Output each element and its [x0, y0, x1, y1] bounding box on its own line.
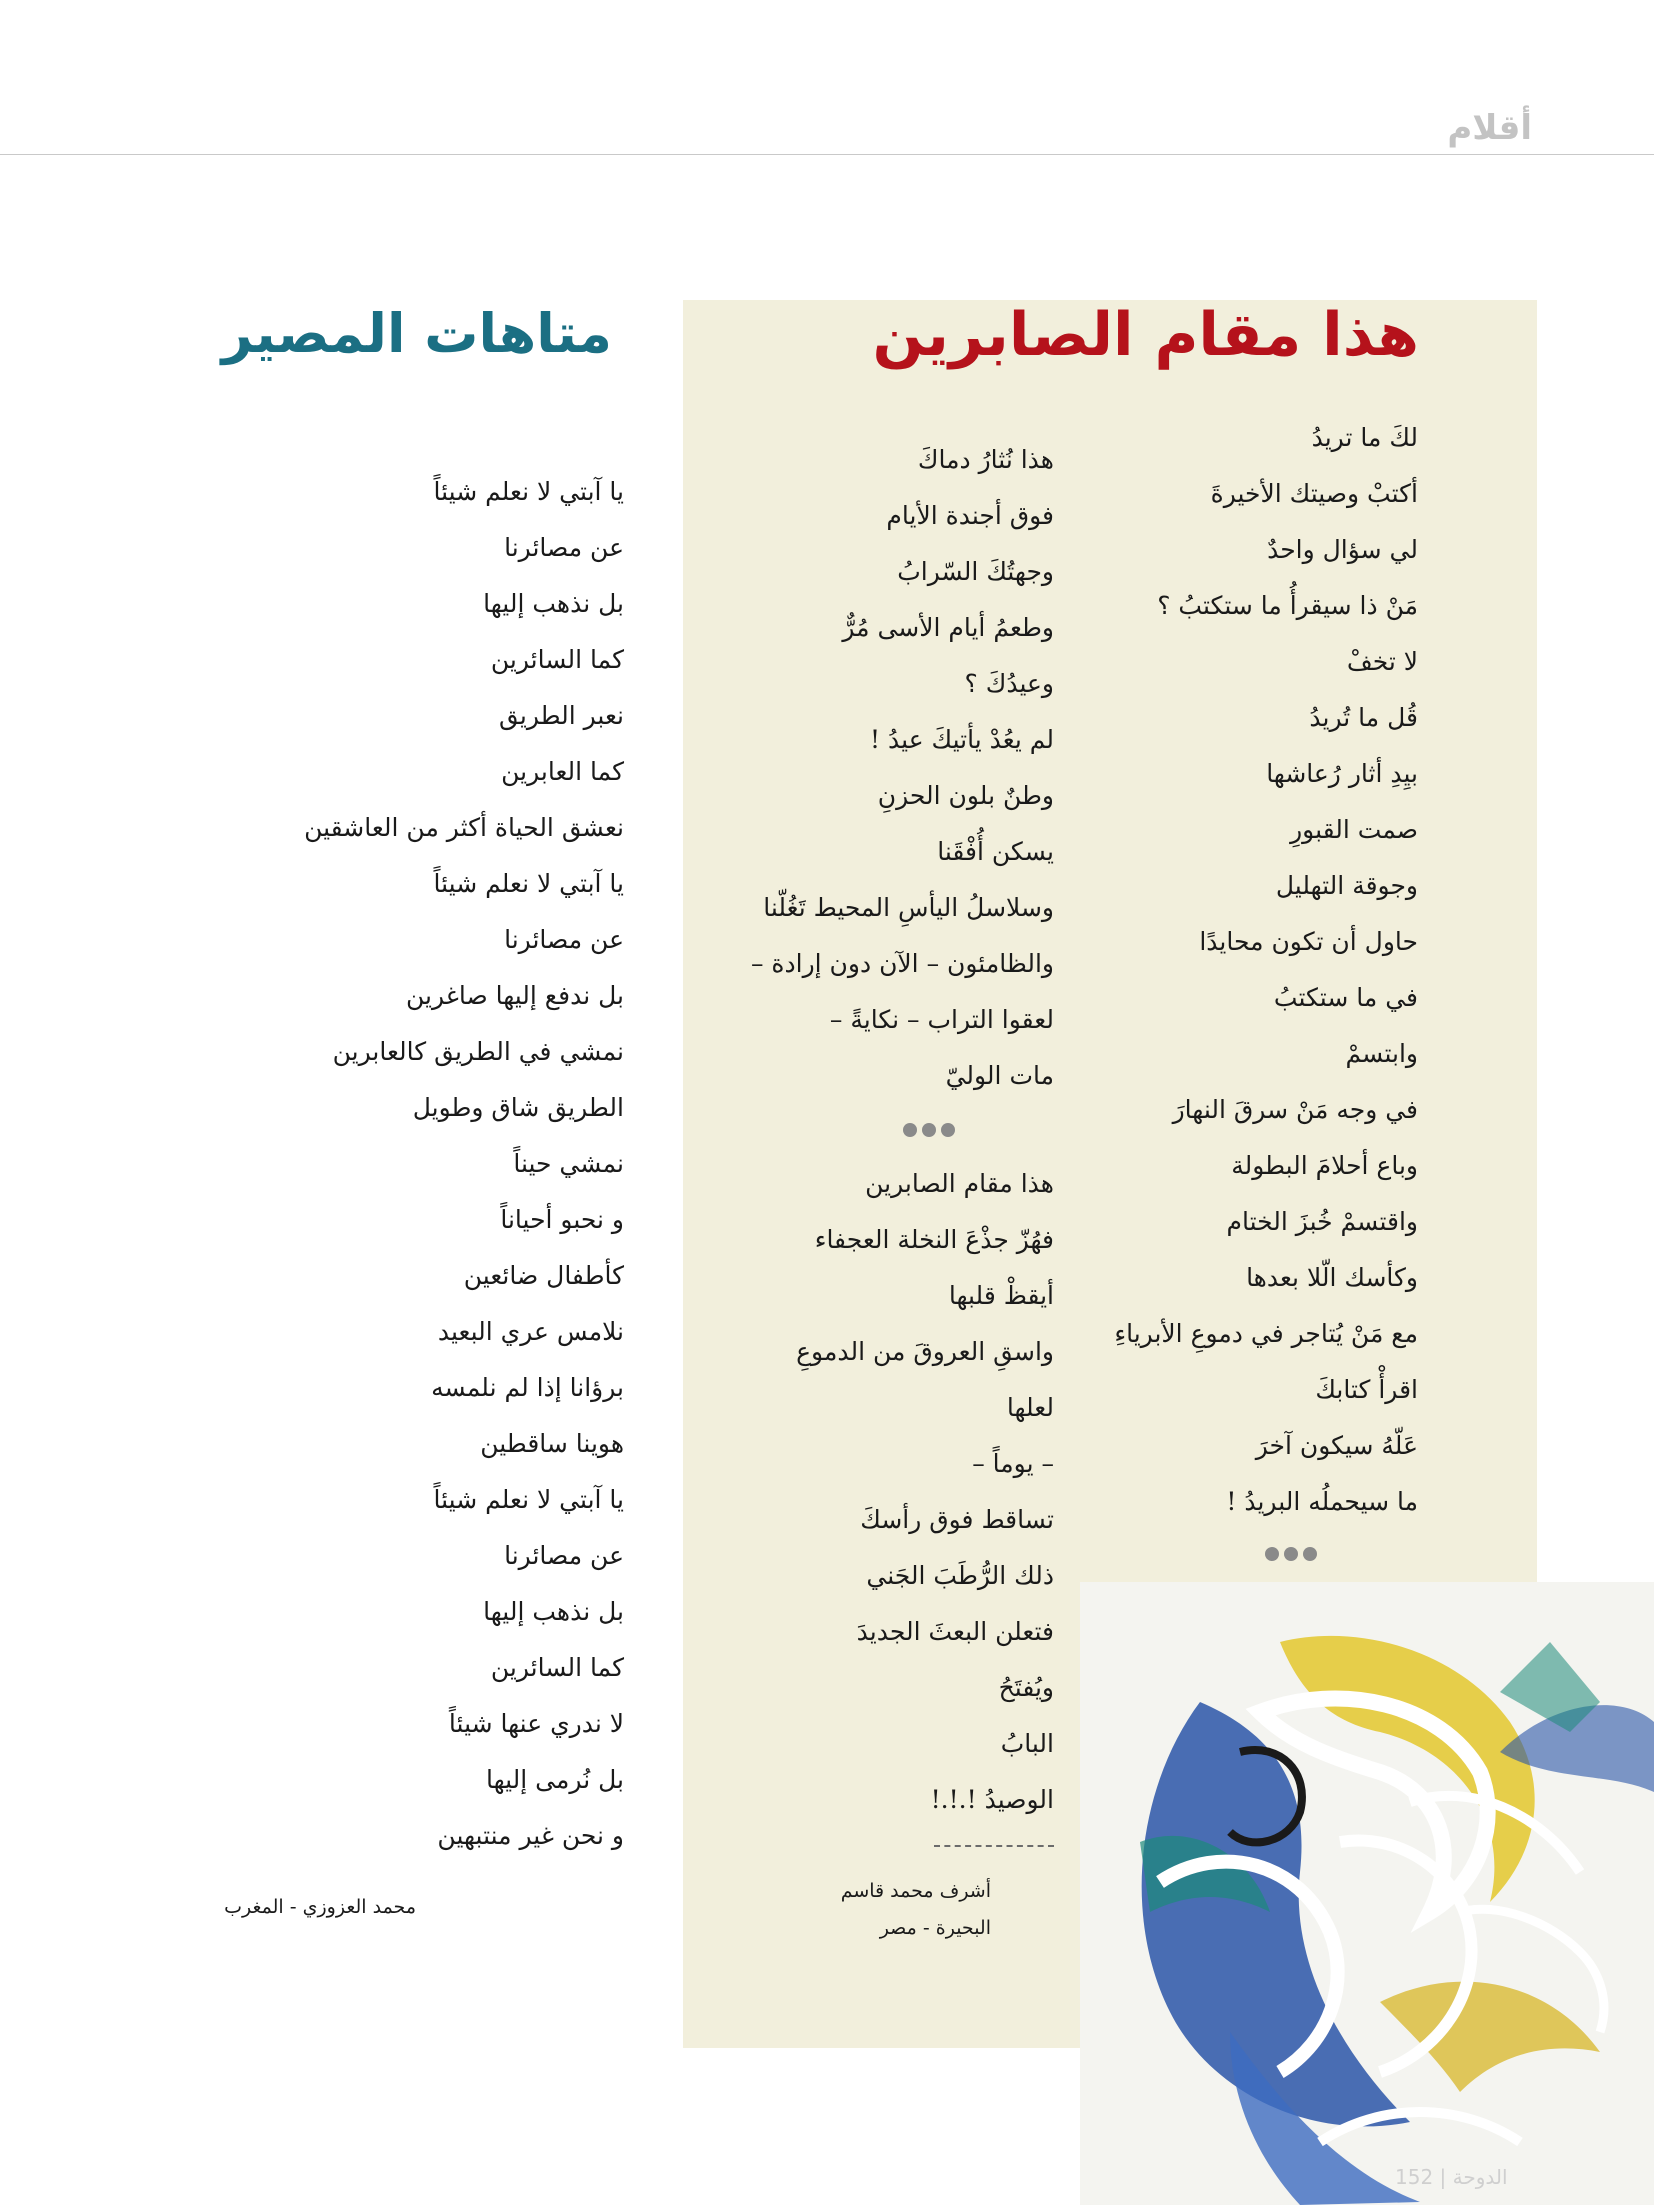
poem-line: واقتسمْ خُبزَ الختام [1226, 1207, 1418, 1236]
section-separator-dots [1265, 1547, 1317, 1561]
poem-column-mataahat [304, 464, 624, 1864]
poem-line: واسقِ العروقَ من الدموعِ [796, 1337, 1054, 1366]
poem-line: كأطفال ضائعين [463, 1261, 624, 1290]
poem-line: حاول أن تكون محايدًا [1199, 927, 1418, 956]
poem-title-sabirin: هذا مقام الصابرين [872, 300, 1419, 370]
poem-line: وكأسك الّلا بعدها [1246, 1263, 1418, 1292]
poem-line: تساقط فوق رأسكَ [860, 1505, 1054, 1534]
poem-line: ذلك الرُّطَبَ الجَني [866, 1561, 1054, 1590]
poem-column-right [1114, 410, 1418, 1530]
poem-line: هذا نُثارُ دماكَ [917, 445, 1054, 474]
section-separator-dots [903, 1123, 955, 1137]
poem-line: بيِدِ أثار رُعاشها [1266, 759, 1418, 788]
poem-line: كما السائرين [490, 1653, 624, 1682]
poem-line: والظامئون – الآن دون إرادة – [750, 949, 1054, 978]
author-signature: محمد العزوزي - المغرب [224, 1896, 416, 1918]
poem-line: عن مصائرنا [504, 925, 624, 954]
poem-line: لا تخفْ [1346, 647, 1418, 676]
poem-line: – يوماً – [972, 1449, 1054, 1478]
poem-line: نعشق الحياة أكثر من العاشقين [304, 813, 624, 842]
poem-line: لكَ ما تريدُ [1311, 423, 1418, 452]
poem-line: نلامس عري البعيد [437, 1317, 624, 1346]
poem-line: وعيدُكَ ؟ [964, 669, 1054, 698]
poem-line: عن مصائرنا [504, 533, 624, 562]
header-rule [0, 154, 1654, 155]
poem-line: و نحن غير منتبهين [437, 1821, 624, 1850]
poem-line: وابتسمْ [1345, 1039, 1418, 1068]
poem-line: برؤانا إذا لم نلمسه [431, 1373, 624, 1402]
poem-line: أكتبْ وصيتك الأخيرةَ [1210, 479, 1418, 508]
poem-line: صمت القبورِ [1290, 815, 1418, 844]
poem-line: اقرأْ كتابكَ [1315, 1375, 1418, 1404]
poem-line: بل ندفع إليها صاغرين [405, 981, 624, 1010]
poem-line: بل نُرمى إليها [485, 1765, 624, 1794]
poem-line: لا ندري عنها شيئاً [448, 1709, 624, 1738]
poem-line: يا آبتي لا نعلم شيئاً [433, 1485, 624, 1514]
poem-line: ما سيحملُه البريدُ ! [1226, 1487, 1418, 1516]
poem-line: الطريق شاق وطويل [412, 1093, 624, 1122]
poem-line: لي سؤال واحدٌ [1267, 535, 1418, 564]
poem-line: وطعمُ أيام الأسى مُرٌّ [842, 613, 1054, 642]
poem-line: ويُفتَحُ [998, 1673, 1054, 1702]
poem-line: نعبر الطريق [499, 701, 624, 730]
poem-line: لعلها [1006, 1393, 1054, 1422]
poem-column-left-2 [796, 1156, 1054, 1828]
poem-line: وجهتُكَ السّرابُ [897, 557, 1054, 586]
footer-separator: | [1433, 2165, 1447, 2189]
section-tag: أقلام [1447, 108, 1532, 148]
poem-line: بل نذهب إليها [483, 1597, 624, 1626]
poem-line: و نحبو أحياناً [500, 1205, 624, 1234]
poem-line: في وجه مَنْ سرقَ النهارَ [1172, 1095, 1418, 1124]
poem-line: في ما ستكتبُ [1273, 983, 1418, 1012]
poem-line: لعقوا التراب – نكايةً – [829, 1005, 1054, 1034]
footer-page-info [1395, 2165, 1508, 2189]
poem-line: عَلّهُ سيكون آخرَ [1255, 1431, 1418, 1460]
author-name: أشرف محمد قاسم [840, 1880, 991, 1902]
poem-line: يا آبتي لا نعلم شيئاً [433, 869, 624, 898]
author-place: البحيرة - مصر [879, 1917, 991, 1939]
poem-line: وجوقة التهليل [1275, 871, 1418, 900]
poem-line: فتعلن البعثَ الجديدَ [856, 1617, 1054, 1646]
signature-rule [934, 1845, 1054, 1847]
poem-line: لم يعُدْ يأتيكَ عيدُ ! [870, 725, 1054, 754]
poem-line: مَنْ ذا سيقرأُ ما ستكتبُ ؟ [1157, 591, 1418, 620]
poem-line: مات الوليّ [945, 1061, 1054, 1090]
poem-line: نمشي حيناً [513, 1149, 624, 1178]
poem-line: وباع أحلامَ البطولة [1231, 1151, 1418, 1180]
poem-line: هوينا ساقطين [480, 1429, 624, 1458]
poem-line: أيقظْ قلبها [948, 1281, 1054, 1310]
poem-line: فوق أجندة الأيام [886, 501, 1054, 530]
poem-line: هذا مقام الصابرين [865, 1169, 1054, 1198]
magazine-name: الدوحة [1452, 2165, 1508, 2189]
poem-line: قُل ما تُريدُ [1309, 703, 1418, 732]
poem-title-mataahat: متاهات المصير [221, 302, 612, 365]
poem-line: الوصيدُ !.!.! [930, 1785, 1054, 1814]
poem-line: وسلاسلُ اليأسِ المحيط تَغُلّنا [763, 893, 1054, 922]
poem-line: عن مصائرنا [504, 1541, 624, 1570]
poem-line: مع مَنْ يُتاجر في دموعِ الأبرياءِ [1114, 1319, 1418, 1348]
poem-line: وطنٌ بلون الحزنِ [877, 781, 1054, 810]
poem-line: يا آبتي لا نعلم شيئاً [433, 477, 624, 506]
poem-line: كما العابرين [501, 757, 624, 786]
poem-column-left-1 [751, 432, 1054, 1104]
page-number: 152 [1395, 2165, 1434, 2189]
poem-line: نمشي في الطريق كالعابرين [332, 1037, 624, 1066]
poem-line: فهُزّ جذْعَ النخلة العجفاء [814, 1225, 1054, 1254]
poem-line: بل نذهب إليها [483, 589, 624, 618]
poem-line: كما السائرين [490, 645, 624, 674]
poem-line: يسكن أُفْقَنا [937, 837, 1054, 866]
poem-line: البابُ [1000, 1729, 1054, 1758]
calligraphy-artwork [1080, 1582, 1654, 2205]
